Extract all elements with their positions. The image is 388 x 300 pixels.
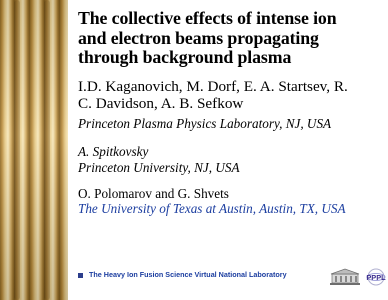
footer-text: The Heavy Ion Fusion Science Virtual National Laboratory — [89, 270, 287, 279]
building-logo-icon — [330, 268, 360, 285]
bullet-square-icon — [78, 273, 83, 278]
border-scroll-2 — [44, 0, 50, 300]
title-line-2: and electron beams propagating — [78, 27, 319, 48]
author-spitkovsky: A. Spitkovsky — [78, 143, 149, 159]
author-list — [78, 78, 384, 113]
author-line-1: I.D. Kaganovich, M. Dorf, E. A. Startsev, R. — [78, 77, 348, 95]
slide-title — [78, 9, 384, 68]
border-scroll-1 — [14, 0, 20, 300]
pppl-logo-text: PPPL — [366, 272, 386, 282]
affiliation-princeton: Princeton University, NJ, USA — [78, 159, 240, 175]
title-line-3: through background plasma — [78, 47, 292, 67]
border-shade — [0, 0, 68, 300]
title-line-1: The collective effects of intense ion — [78, 8, 337, 28]
affiliation-pppl: Princeton Plasma Physics Laboratory, NJ, USA — [78, 115, 332, 131]
decorative-border — [0, 0, 68, 300]
slide-content — [78, 9, 384, 217]
footer — [78, 267, 388, 287]
author-line-2: C. Davidson, A. B. Sefkow — [78, 95, 244, 113]
affiliation-ut-austin: The University of Texas at Austin, Austin, TX, USA — [78, 201, 346, 217]
pppl-logo-icon — [366, 267, 386, 287]
author-polomarov-shvets: O. Polomarov and G. Shvets — [78, 185, 229, 201]
